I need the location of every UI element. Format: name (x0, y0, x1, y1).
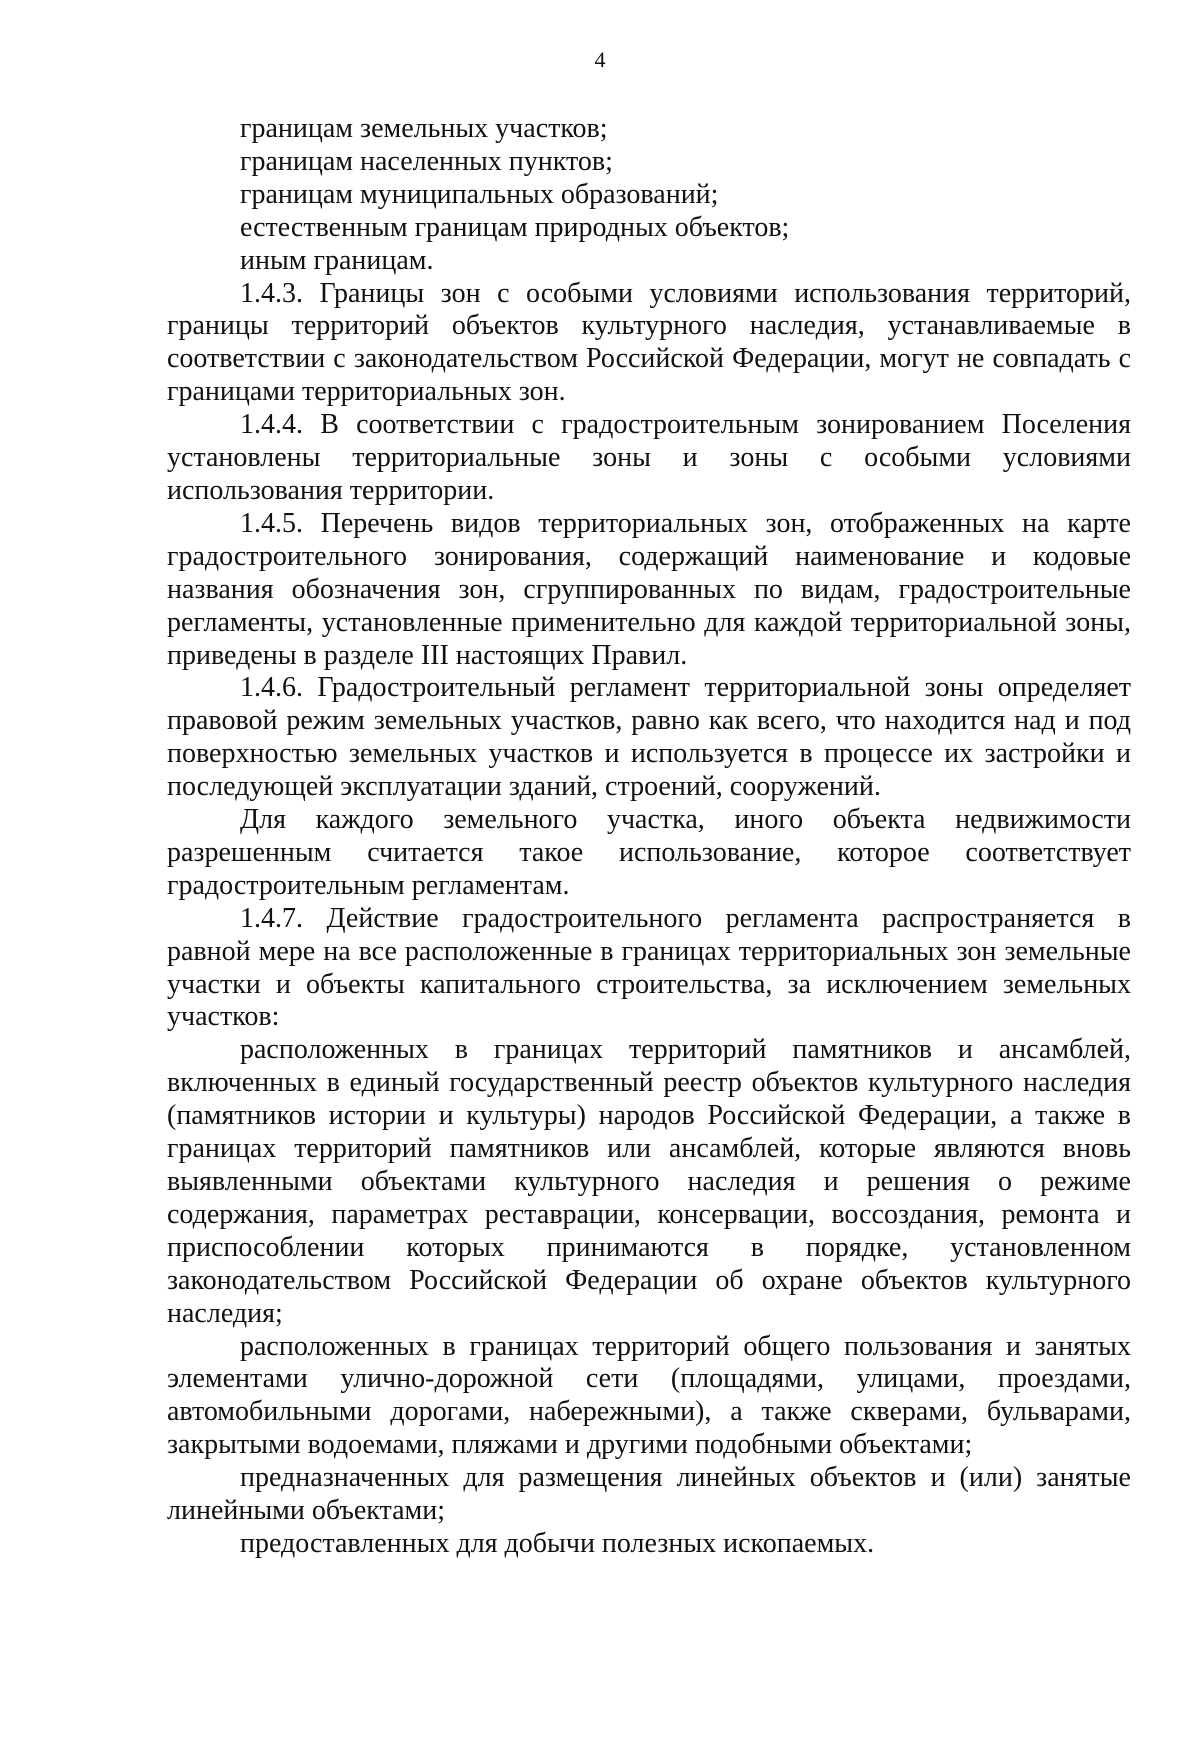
exception-item: предназначенных для размещения линейных объектов и (или) занятые линейными объектами; (167, 1462, 1131, 1527)
paragraph-1-4-6-continued: Для каждого земельного участка, иного объекта недвижимости разрешенным считается такое использование, которое соответствует градостроительным регламентам. (167, 804, 1131, 901)
list-item: естественным границам природных объектов; (240, 211, 790, 243)
paragraph-1-4-7: 1.4.7. Действие градостроительного регламента распространяется в равной мере на все расположенные в границах территориальных зон земельные участки и объекты капитального строительства, за исключением земельных участков: (167, 902, 1131, 1033)
exception-item: предоставленных для добычи полезных ископаемых. (240, 1527, 875, 1559)
list-item: границам населенных пунктов; (240, 145, 613, 177)
paragraph-1-4-3: 1.4.3. Границы зон с особыми условиями использования территорий, границы территорий объектов культурного наследия, устанавливаемые в соответствии с законодательством Российской Федерации, могут не совпадать с границами территориальных зон. (167, 277, 1131, 408)
paragraph-1-4-6: 1.4.6. Градостроительный регламент территориальной зоны определяет правовой режим земельных участков, равно как всего, что находится над и под поверхностью земельных участков и используется в процессе их застройки и последующей эксплуатации зданий, строений, сооружений. (167, 672, 1131, 803)
page-number: 4 (594, 47, 606, 72)
list-item: границам земельных участков; (240, 113, 608, 144)
list-item: иным границам. (240, 244, 434, 276)
paragraph-1-4-5: 1.4.5. Перечень видов территориальных зон, отображенных на карте градостроительного зонирования, содержащий наименование и кодовые названия обозначения зон, сгруппированных по видам, градостроительные регламенты, установленные применительно для каждой территориальной зоны, приведены в разделе III настоящих Правил. (167, 507, 1131, 671)
exception-item: расположенных в границах территорий памятников и ансамблей, включенных в единый государственный реестр объектов культурного наследия (памятников истории и культуры) народов Российской Федерации, а также в границах территорий памятников или ансамблей, которые являются вновь выявленными объектами культурного наследия и решения о режиме содержания, параметрах реставрации, консервации, воссоздания, ремонта и приспособлении которых принимаются в порядке, установленном законодательством Российской Федерации об охране объектов культурного наследия; (167, 1034, 1131, 1329)
document-body (167, 113, 1131, 1561)
list-item: границам муниципальных образований; (240, 178, 719, 210)
paragraph-1-4-4: 1.4.4. В соответствии с градостроительным зонированием Поселения установлены территориальные зоны и зоны с особыми условиями использования территории. (167, 409, 1131, 506)
exception-item: расположенных в границах территорий общего пользования и занятых элементами улично-дорожной сети (площадями, улицами, проездами, автомобильными дорогами, набережными), а также скверами, бульварами, закрытыми водоемами, пляжами и другими подобными объектами; (167, 1330, 1131, 1461)
